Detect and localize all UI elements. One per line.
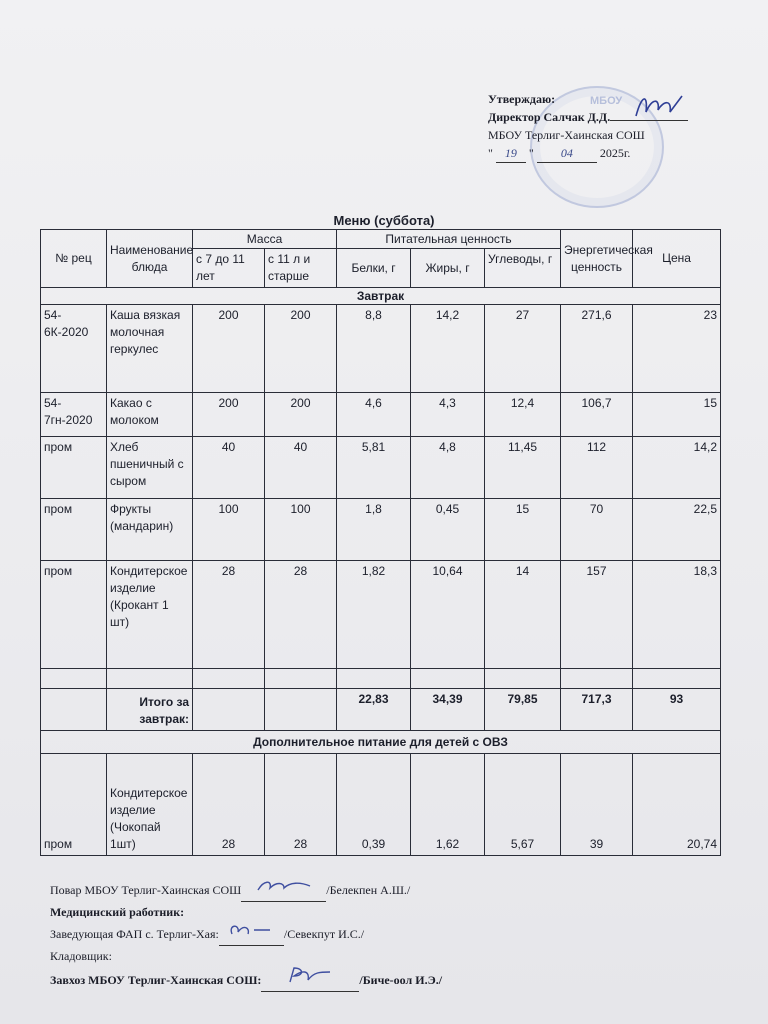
cell-fat: 14,2: [411, 305, 485, 393]
cell-mass-a: 40: [193, 437, 265, 499]
col-header-energy: Энергетическая ценность: [561, 230, 633, 288]
cell-rec: 54-7гн-2020: [41, 393, 107, 437]
col-header-rec: № рец: [41, 230, 107, 288]
supply-signature: [261, 966, 359, 992]
approval-title: Утверждаю:: [488, 92, 556, 106]
total-protein: 22,83: [337, 689, 411, 731]
cell-mass-a: 200: [193, 305, 265, 393]
cell-rec: пром: [41, 561, 107, 669]
cell-name: Каша вязкая молочная геркулес: [107, 305, 193, 393]
cell-fat: 10,64: [411, 561, 485, 669]
supply-line: Завхоз МБОУ Терлиг-Хаинская СОШ: /Биче-оол И.Э./: [50, 966, 442, 992]
cell-carb: 12,4: [485, 393, 561, 437]
col-header-protein: Белки, г: [337, 249, 411, 288]
fap-line: Заведующая ФАП с. Терлиг-Хая: /Севекпут И.С./: [50, 922, 442, 946]
store-line: Кладовщик:: [50, 948, 112, 963]
cell-mass-a: 200: [193, 393, 265, 437]
col-header-mass-a: с 7 до 11 лет: [193, 249, 265, 288]
stamp-text: МБОУ: [590, 95, 623, 107]
fap-signature: [219, 922, 284, 946]
director-name: Директор Салчак Д.Д.: [488, 108, 688, 126]
total-label: Итого за завтрак:: [107, 689, 193, 731]
director-signature: [632, 88, 692, 128]
cell-energy: 271,6: [561, 305, 633, 393]
supply-signature-mark: [280, 966, 340, 984]
cell-mass-b: 100: [265, 499, 337, 561]
cell-carb: 15: [485, 499, 561, 561]
cell-energy: 157: [561, 561, 633, 669]
col-header-mass: Масса: [193, 230, 337, 249]
total-fat: 34,39: [411, 689, 485, 731]
cell-name: Фрукты (мандарин): [107, 499, 193, 561]
fap-signature-mark: [226, 922, 276, 938]
cell-price: 14,2: [633, 437, 721, 499]
section-breakfast: Завтрак: [41, 288, 721, 305]
cell-protein: 8,8: [337, 305, 411, 393]
cell-protein: 1,8: [337, 499, 411, 561]
table-row: [41, 561, 721, 669]
cell-rec: пром: [41, 754, 107, 856]
approval-date: " 19 " 04 2025г.: [488, 144, 688, 163]
cell-name: Кондитерское изделие (Чокопай 1шт): [107, 754, 193, 856]
menu-title: Меню (суббота): [333, 213, 435, 228]
cell-price: 23: [633, 305, 721, 393]
school-name: МБОУ Терлиг-Хаинская СОШ: [488, 128, 645, 142]
cell-rec: 54-6К-2020: [41, 305, 107, 393]
empty-row: [41, 669, 721, 689]
date-day: 19: [496, 144, 526, 163]
cell-mass-b: 40: [265, 437, 337, 499]
cell-name: Хлеб пшеничный с сыром: [107, 437, 193, 499]
cell-carb: 5,67: [485, 754, 561, 856]
total-carb: 79,85: [485, 689, 561, 731]
cell-mass-b: 28: [265, 754, 337, 856]
total-row: [41, 689, 721, 731]
cell-name: Кондитерское изделие (Крокант 1 шт): [107, 561, 193, 669]
section-extra: Дополнительное питание для детей с ОВЗ: [41, 731, 721, 754]
total-energy: 717,3: [561, 689, 633, 731]
table-row: [41, 437, 721, 499]
cell-name: Какао с молоком: [107, 393, 193, 437]
signature-block: [50, 878, 442, 992]
cell-fat: 1,62: [411, 754, 485, 856]
cell-carb: 27: [485, 305, 561, 393]
col-header-mass-b: с 11 л и старше: [265, 249, 337, 288]
cell-mass-a: 28: [193, 561, 265, 669]
table-row: [41, 754, 721, 856]
cell-energy: 70: [561, 499, 633, 561]
cell-carb: 14: [485, 561, 561, 669]
medic-line: Медицинский работник:: [50, 904, 185, 919]
cell-rec: пром: [41, 437, 107, 499]
col-header-nutrition: Питательная ценность: [337, 230, 561, 249]
cell-price: 22,5: [633, 499, 721, 561]
table-row: [41, 305, 721, 393]
cell-protein: 1,82: [337, 561, 411, 669]
col-header-price: Цена: [633, 230, 721, 288]
cell-mass-a: 100: [193, 499, 265, 561]
table-row: [41, 393, 721, 437]
cook-signature-mark: [254, 878, 314, 894]
cell-rec: пром: [41, 499, 107, 561]
cell-mass-a: 28: [193, 754, 265, 856]
cell-fat: 4,3: [411, 393, 485, 437]
cell-energy: 106,7: [561, 393, 633, 437]
cell-protein: 0,39: [337, 754, 411, 856]
cell-price: 20,74: [633, 754, 721, 856]
cook-signature: [241, 878, 326, 902]
cell-carb: 11,45: [485, 437, 561, 499]
date-month: 04: [537, 144, 597, 163]
cell-energy: 112: [561, 437, 633, 499]
cell-mass-b: 28: [265, 561, 337, 669]
cell-price: 18,3: [633, 561, 721, 669]
cell-price: 15: [633, 393, 721, 437]
cell-mass-b: 200: [265, 305, 337, 393]
cell-mass-b: 200: [265, 393, 337, 437]
table-row: [41, 499, 721, 561]
cell-fat: 0,45: [411, 499, 485, 561]
cell-energy: 39: [561, 754, 633, 856]
cell-protein: 4,6: [337, 393, 411, 437]
col-header-carb: Углеводы, г: [485, 249, 561, 288]
total-price: 93: [633, 689, 721, 731]
cell-fat: 4,8: [411, 437, 485, 499]
col-header-fat: Жиры, г: [411, 249, 485, 288]
col-header-name: Наименование блюда: [107, 230, 193, 288]
menu-table: [40, 229, 721, 856]
cook-line: Повар МБОУ Терлиг-Хаинская СОШ /Белекпен А.Ш./: [50, 878, 442, 902]
cell-protein: 5,81: [337, 437, 411, 499]
